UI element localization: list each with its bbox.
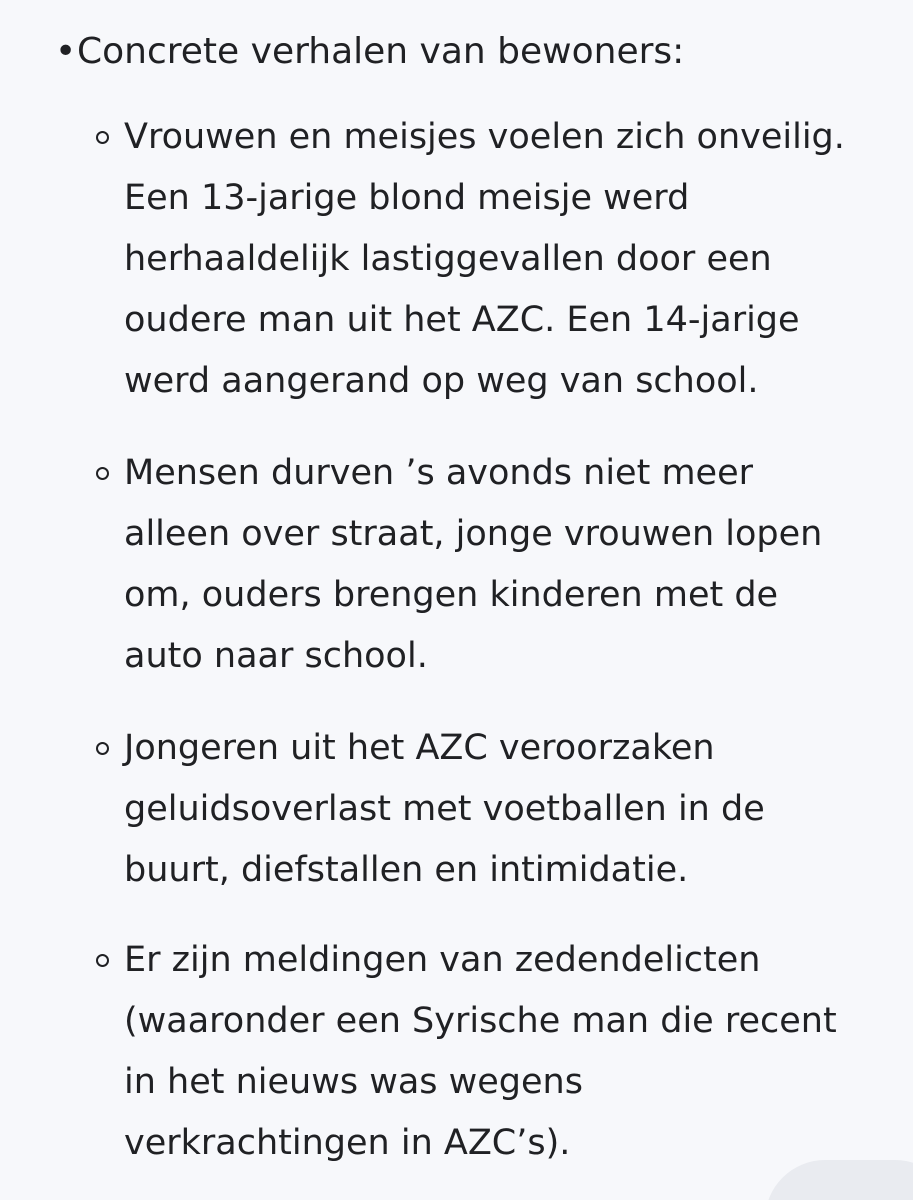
text-line: alleen over straat, jonge vrouwen lopen (124, 514, 823, 554)
text-line: oudere man uit het AZC. Een 14-jarige (124, 300, 800, 340)
text-line: (waaronder een Syrische man die recent (124, 1001, 837, 1041)
circle-bullet-icon (96, 131, 109, 144)
text-line: auto naar school. (124, 636, 428, 676)
text-line: geluidsoverlast met voetballen in de (124, 789, 765, 829)
circle-bullet-icon (96, 467, 109, 480)
bullet-dot: • (55, 31, 77, 72)
text-line: buurt, diefstallen en intimidatie. (124, 850, 689, 890)
text-line: Er zijn meldingen van zedendelicten (124, 940, 761, 980)
text-line: Vrouwen en meisjes voelen zich onveilig. (124, 117, 845, 157)
text-line: in het nieuws was wegens (124, 1062, 583, 1102)
text-line: Een 13-jarige blond meisje werd (124, 178, 690, 218)
circle-bullet-icon (96, 954, 109, 967)
text-line: werd aangerand op weg van school. (124, 361, 759, 401)
text-line: om, ouders brengen kinderen met de (124, 575, 779, 615)
text-line: verkrachtingen in AZC’s). (124, 1123, 571, 1163)
text-line: Jongeren uit het AZC veroorzaken (124, 728, 715, 768)
scroll-to-bottom-button-partial[interactable] (765, 1160, 913, 1200)
text-line: herhaaldelijk lastiggevallen door een (124, 239, 772, 279)
circle-bullet-icon (96, 742, 109, 755)
list-item-heading: Concrete verhalen van bewoners: (77, 31, 685, 72)
text-line: Mensen durven ’s avonds niet meer (124, 453, 753, 493)
